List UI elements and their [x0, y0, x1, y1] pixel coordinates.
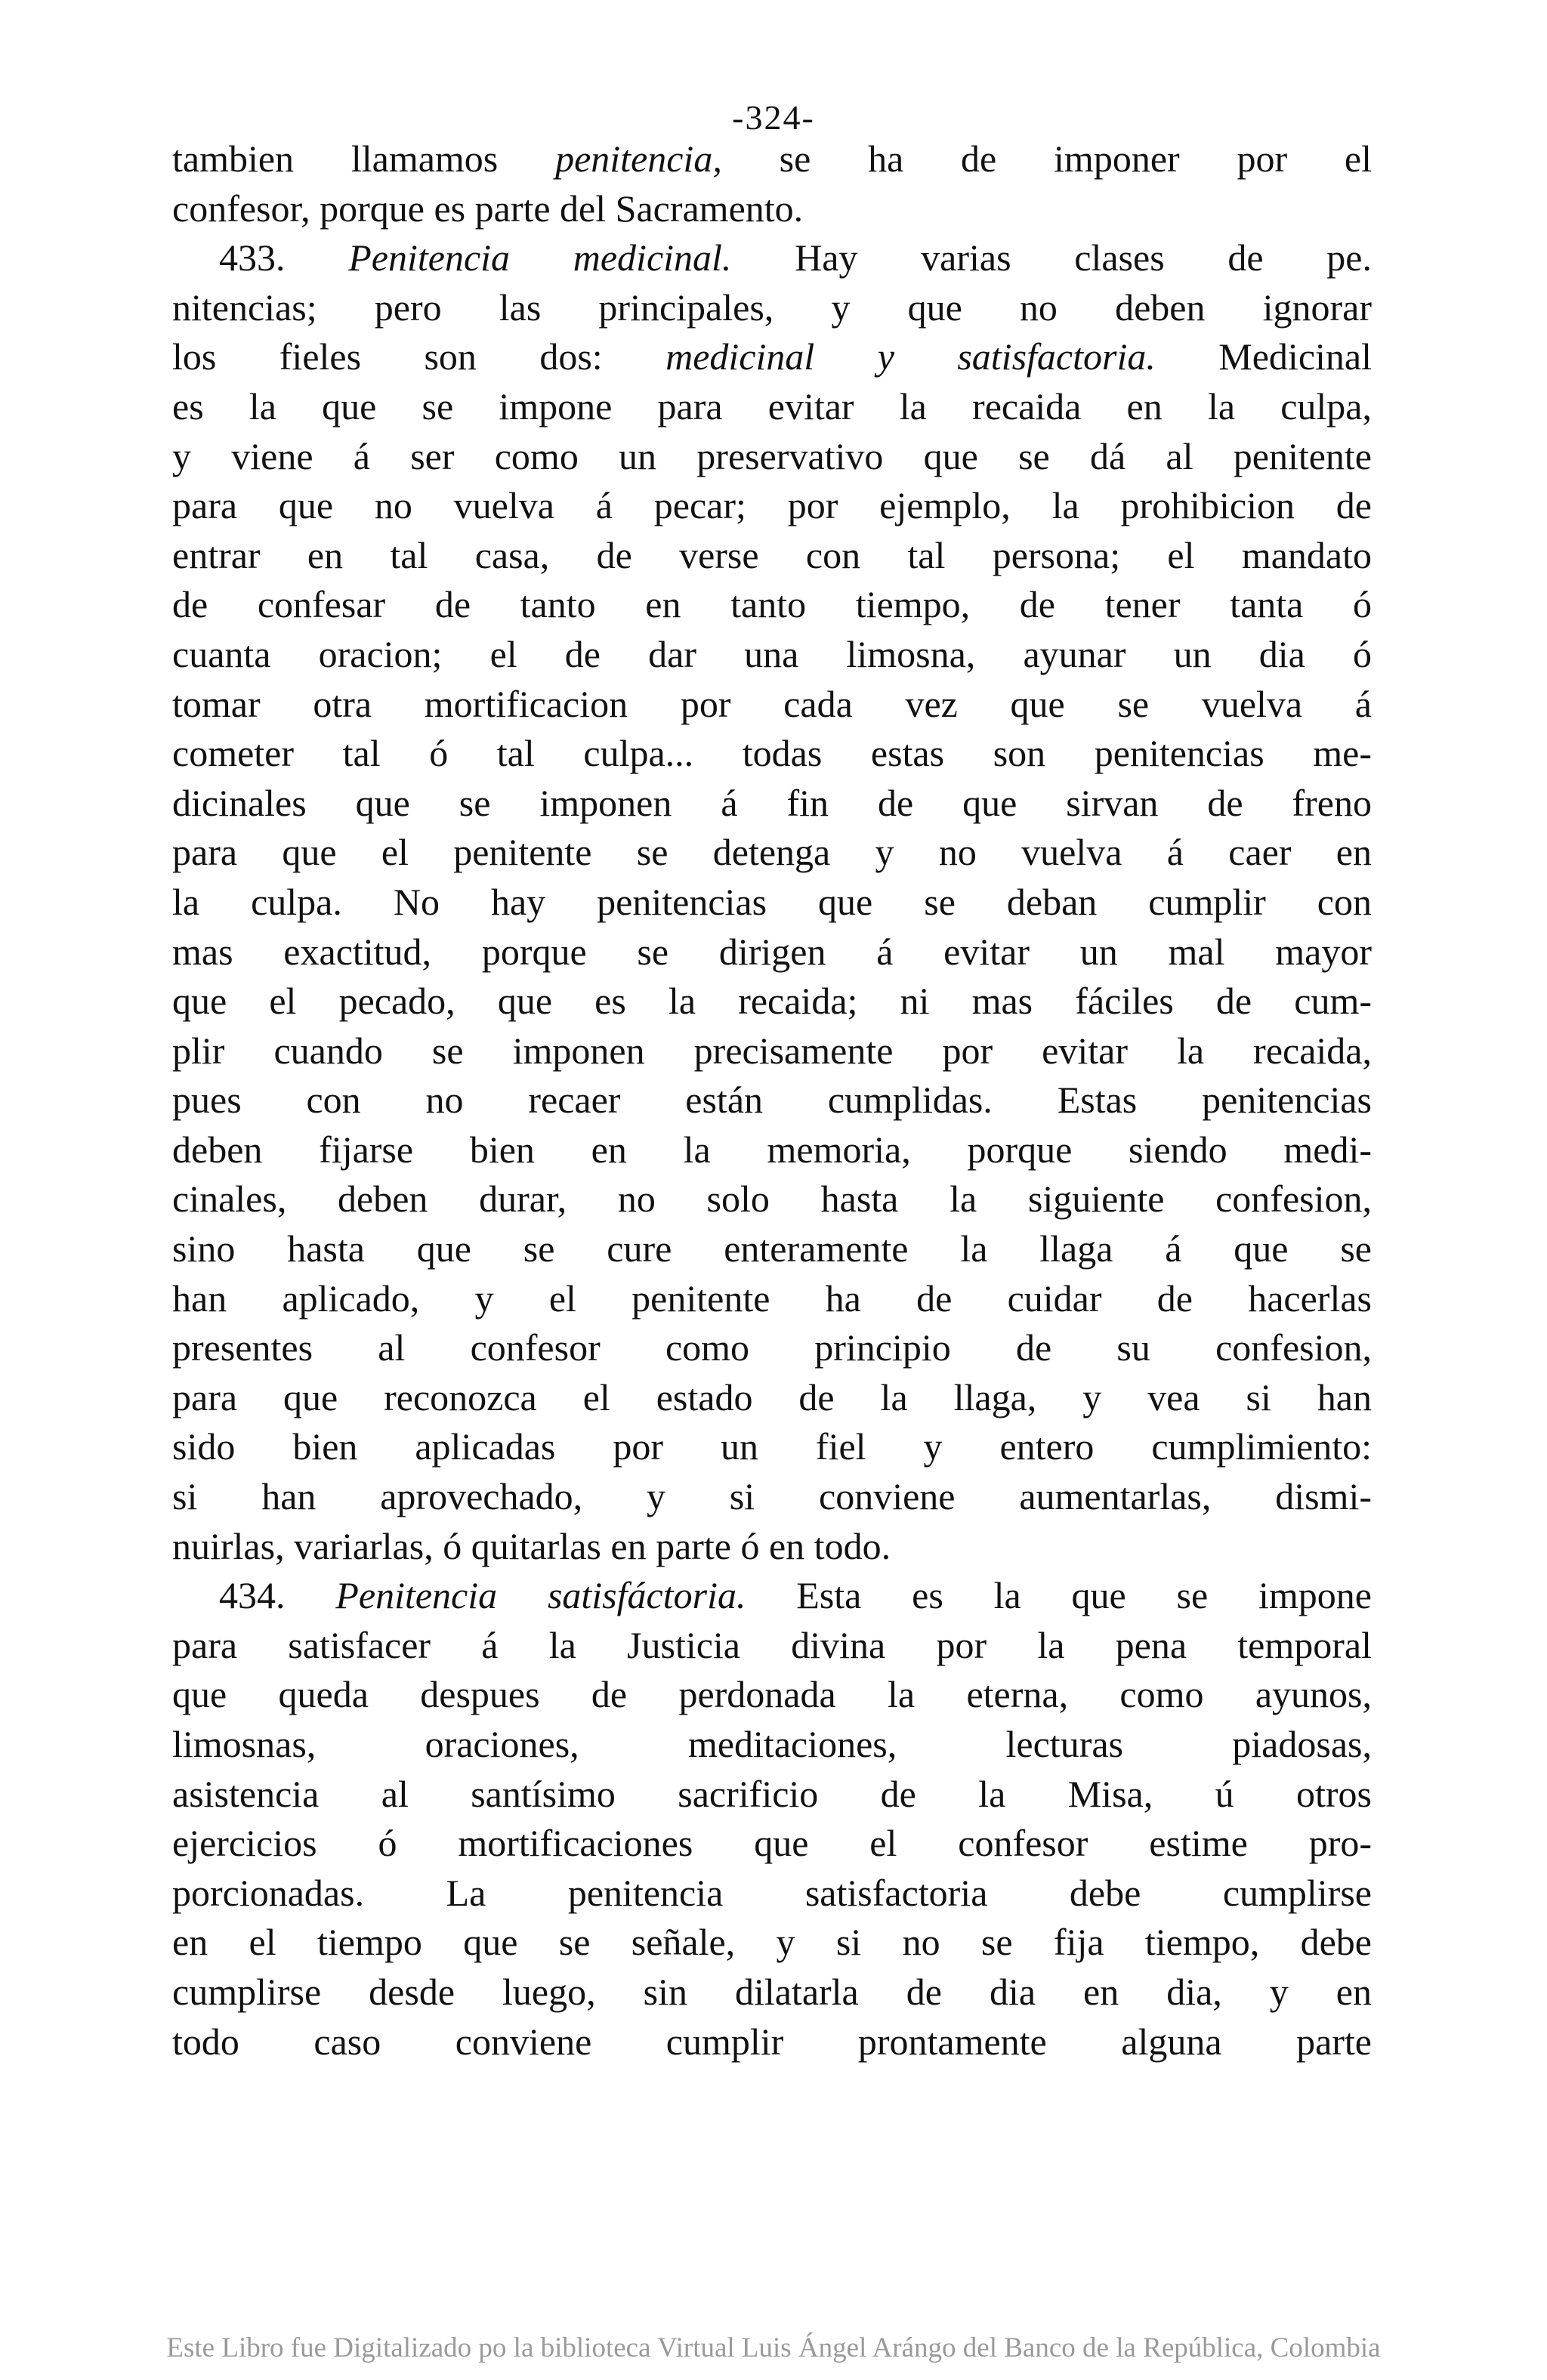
text-line — [172, 1373, 1372, 1423]
text-segment: confesor, porque es parte del Sacramento. — [172, 187, 804, 230]
text-line — [172, 531, 1372, 581]
text-segment: han aplicado, y el penitente ha de cuidar de hacerlas — [172, 1276, 1372, 1320]
text-segment: se ha de imponer por el — [721, 137, 1372, 180]
text-line — [172, 928, 1372, 977]
text-segment: los fieles son dos: — [172, 335, 666, 378]
text-line — [172, 1869, 1372, 1919]
text-segment: y viene á ser como un preservativo que se dá al penitente — [172, 434, 1372, 477]
text-line — [172, 729, 1372, 779]
text-segment: de confesar de tanto en tanto tiempo, de tener tanta ó — [172, 583, 1372, 626]
text-segment: tambien llamamos — [172, 137, 556, 180]
italic-text-segment: medicinal y satisfactoria. — [665, 335, 1156, 378]
text-segment: nitencias; pero las principales, y que no deben ignorar — [172, 286, 1372, 329]
text-line — [172, 1175, 1372, 1224]
text-line — [172, 382, 1372, 432]
text-segment: cumplirse desde luego, sin dilatarla de dia en dia, y en — [172, 1970, 1372, 2013]
text-segment: todo caso conviene cumplir prontamente alguna parte — [172, 2020, 1372, 2063]
text-segment: para satisfacer á la Justicia divina por la pena temporal — [172, 1623, 1372, 1666]
text-segment: pues con no recaer están cumplidas. Estas penitencias — [172, 1079, 1372, 1122]
text-line — [172, 233, 1372, 283]
text-segment: cinales, deben durar, no solo hasta la siguiente confesion, — [172, 1178, 1372, 1221]
text-segment: cometer tal ó tal culpa... todas estas son penitencias me- — [172, 732, 1372, 775]
text-segment: para que reconozca el estado de la llaga, y vea si han — [172, 1375, 1372, 1418]
text-segment: dicinales que se imponen á fin de que sirvan de freno — [172, 781, 1372, 824]
text-line — [172, 1422, 1372, 1472]
text-segment: para que no vuelva á pecar; por ejemplo, la prohibicion de — [172, 484, 1372, 527]
text-segment: Hay varias clases de pe. — [731, 236, 1372, 279]
text-line — [172, 1770, 1372, 1820]
text-segment: mas exactitud, porque se dirigen á evitar un mal mayor — [172, 930, 1372, 973]
text-segment: Medicinal — [1155, 335, 1372, 378]
text-line — [172, 1522, 1372, 1572]
text-line — [172, 779, 1372, 829]
text-segment: deben fijarse bien en la memoria, porque siendo medi- — [172, 1128, 1372, 1171]
text-line — [172, 1621, 1372, 1671]
text-line — [172, 1571, 1372, 1621]
text-line — [172, 2017, 1372, 2067]
text-line — [172, 630, 1372, 680]
text-segment: sino hasta que se cure enteramente la llaga á que se — [172, 1227, 1372, 1270]
text-line — [172, 828, 1372, 878]
text-segment: es la que se impone para evitar la recaida en la culpa, — [172, 384, 1372, 428]
text-line — [172, 184, 1372, 234]
page-number: -324- — [732, 98, 815, 137]
text-segment: que queda despues de perdonada la eterna, como ayunos, — [172, 1673, 1372, 1716]
text-segment: cuanta oracion; el de dar una limosna, ayunar un dia ó — [172, 632, 1372, 675]
text-line — [172, 1323, 1372, 1373]
text-line — [172, 1720, 1372, 1770]
text-segment: 434. — [219, 1574, 336, 1617]
text-line — [172, 1274, 1372, 1324]
text-line — [172, 1125, 1372, 1175]
text-segment: porcionadas. La penitencia satisfactoria debe cumplirse — [172, 1871, 1372, 1914]
text-line — [172, 1670, 1372, 1720]
text-line — [172, 1026, 1372, 1076]
digitization-footer: Este Libro fue Digitalizado po la biblioteca Virtual Luis Ángel Arángo del Banco de la República, Colombia — [166, 2332, 1381, 2363]
text-segment: asistencia al santísimo sacrificio de la Misa, ú otros — [172, 1772, 1372, 1815]
text-segment: para que el penitente se detenga y no vuelva á caer en — [172, 831, 1372, 874]
text-segment: que el pecado, que es la recaida; ni mas fáciles de cum- — [172, 980, 1372, 1023]
text-segment: limosnas, oraciones, meditaciones, lecturas piadosas, — [172, 1723, 1372, 1765]
text-segment: en el tiempo que se señale, y si no se fija tiempo, debe — [172, 1921, 1372, 1964]
text-line — [172, 481, 1372, 531]
text-segment: si han aprovechado, y si conviene aumentarlas, dismi- — [172, 1475, 1372, 1518]
body-text — [172, 134, 1372, 2067]
text-segment: ejercicios ó mortificaciones que el confesor estime pro- — [172, 1822, 1372, 1865]
text-line — [172, 134, 1372, 184]
text-line — [172, 432, 1372, 482]
text-line — [172, 1076, 1372, 1125]
italic-text-segment: Penitencia satisfáctoria. — [335, 1574, 746, 1617]
text-segment: Esta es la que se impone — [746, 1574, 1373, 1617]
text-segment: tomar otra mortificacion por cada vez que se vuelva á — [172, 682, 1372, 725]
text-line — [172, 332, 1372, 382]
italic-text-segment: penitencia, — [555, 137, 722, 180]
text-segment: presentes al confesor como principio de su confesion, — [172, 1326, 1372, 1369]
text-segment: plir cuando se imponen precisamente por evitar la recaida, — [172, 1029, 1372, 1072]
text-segment: la culpa. No hay penitencias que se deban cumplir con — [172, 880, 1372, 923]
text-segment: entrar en tal casa, de verse con tal persona; el mandato — [172, 533, 1372, 576]
text-line — [172, 1472, 1372, 1522]
text-line — [172, 1918, 1372, 1968]
text-segment: nuirlas, variarlas, ó quitarlas en parte ó en todo. — [172, 1524, 891, 1567]
text-line — [172, 1224, 1372, 1274]
text-line — [172, 1819, 1372, 1869]
text-line — [172, 283, 1372, 333]
italic-text-segment: Penitencia medicinal. — [348, 236, 732, 279]
text-segment: 433. — [219, 236, 349, 279]
text-line — [172, 580, 1372, 630]
text-line — [172, 977, 1372, 1026]
text-line — [172, 680, 1372, 730]
text-line — [172, 1968, 1372, 2017]
text-line — [172, 878, 1372, 928]
text-segment: sido bien aplicadas por un fiel y entero cumplimiento: — [172, 1425, 1372, 1468]
